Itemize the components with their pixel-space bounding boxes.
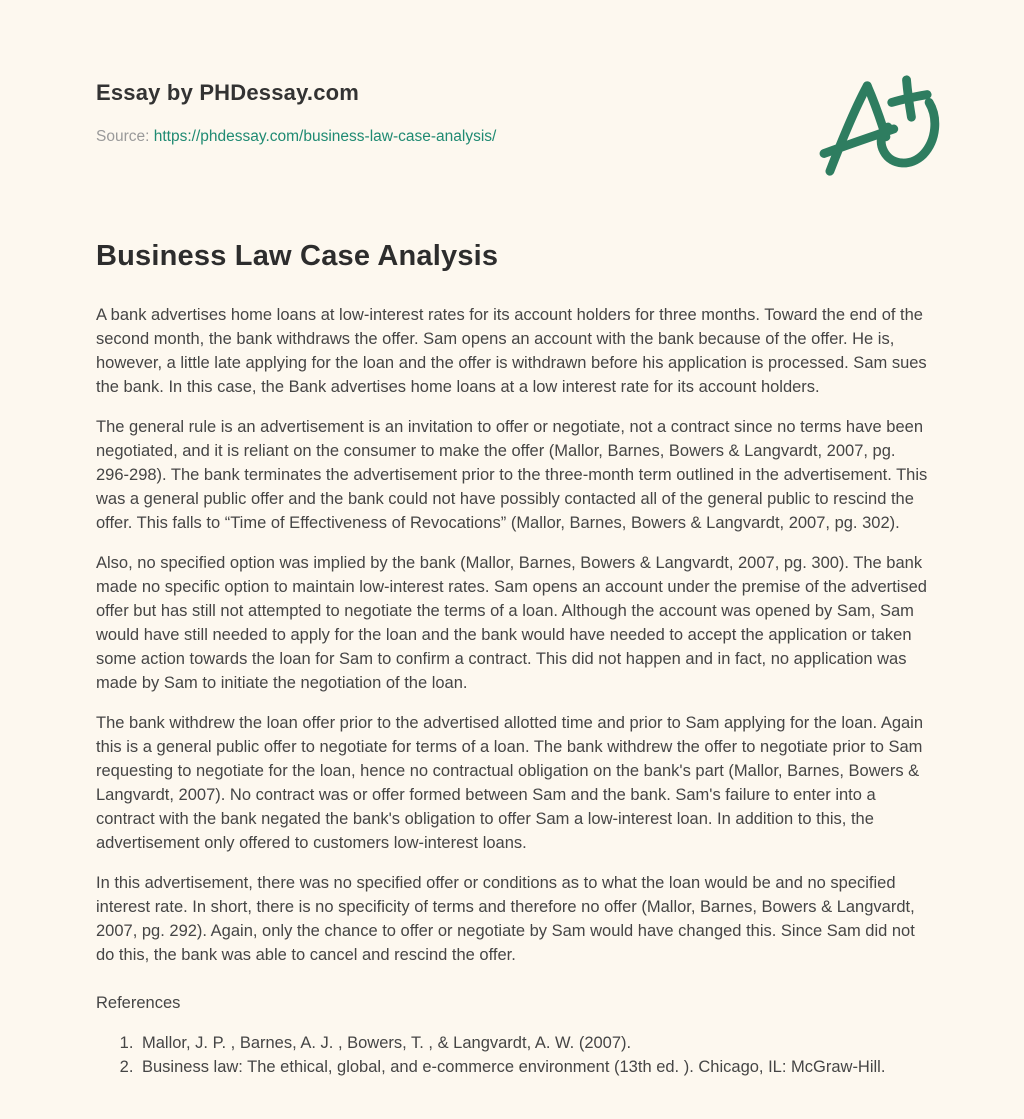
references-heading: References <box>96 994 181 1012</box>
logo-a-left-stroke <box>830 86 867 171</box>
essay-paragraph-5: In this advertisement, there was no specified offer or conditions as to what the loan would be and no specified interest rate. In short, there is no specificity of terms and therefore no offer (Mallor, Barnes, Bowers & Langvardt, 2007, pg. 292). Again, only the chance to offer or negotiate by Sam would have changed this. Since Sam did not do this, the bank was able to cancel and rescind the offer. <box>96 874 915 964</box>
source-line <box>96 128 496 146</box>
reference-item-1: 1. Mallor, J. P. , Barnes, A. J. , Bowers, T. , & Langvardt, A. W. (2007). <box>138 1031 896 1055</box>
source-label: Source: <box>96 128 150 145</box>
essay-paragraph-4: The bank withdrew the loan offer prior to the advertised allotted time and prior to Sam applying for the loan. Again this is a general public offer to negotiate for terms of a loan. The bank withdrew the offer to negotiate prior to Sam requesting to negotiate for the loan, hence no contractual obligation on the bank's part (Mallor, Barnes, Bowers & Langvardt, 2007). No contract was or offer formed between Sam and the bank. Sam's failure to enter into a contract with the bank negated the bank's obligation to offer Sam a low-interest loan. In addition to this, the advertisement only offered to customers low-interest loans. <box>96 714 924 852</box>
references-list <box>96 1031 896 1079</box>
essay-paragraph-3: Also, no specified option was implied by the bank (Mallor, Barnes, Bowers & Langvardt, 2007, pg. 300). The bank made no specific option to maintain low-interest rates. Sam opens an account under the premise of the advertised offer but has still not attempted to negotiate the terms of a loan. Although the account was opened by Sam, Sam would have still needed to apply for the loan and the bank would have needed to accept the application or taken some action towards the loan for Sam to confirm a contract. This did not happen and in fact, no application was made by Sam to initiate the negotiation of the loan. <box>96 554 927 692</box>
essay-article <box>96 240 928 1079</box>
essay-paragraph-2: The general rule is an advertisement is an invitation to offer or negotiate, not a contract since no terms have been negotiated, and it is reliant on the consumer to make the offer (Mallor, Barnes, Bowers & Langvardt, 2007, pg. 296-298). The bank terminates the advertisement prior to the three-month term outlined in the advertisement. This was a general public offer and the bank could not have possibly contacted all of the general public to rescind the offer. This falls to “Time of Effectiveness of Revocations” (Mallor, Barnes, Bowers & Langvardt, 2007, pg. 302). <box>96 418 928 532</box>
a-plus-logo <box>816 72 944 182</box>
logo-plus-vertical <box>907 80 912 117</box>
essay-paragraph-1: A bank advertises home loans at low-interest rates for its account holders for three months. Toward the end of the second month, the bank withdraws the offer. Sam opens an account with the bank because of the offer. He is, however, a little late applying for the loan and the offer is withdrawn before his application is processed. Sam sues the bank. In this case, the Bank advertises home loans at a low interest rate for its account holders. <box>96 306 927 396</box>
header-text-block <box>96 72 496 146</box>
source-url-link[interactable]: https://phdessay.com/business-law-case-analysis/ <box>153 128 497 145</box>
reference-item-2: 2. Business law: The ethical, global, and e-commerce environment (13th ed. ). Chicago, IL: McGraw-Hill. <box>138 1055 896 1079</box>
essay-title: Business Law Case Analysis <box>96 240 499 272</box>
site-title: Essay by PHDessay.com <box>96 80 360 105</box>
page-header <box>96 72 928 182</box>
